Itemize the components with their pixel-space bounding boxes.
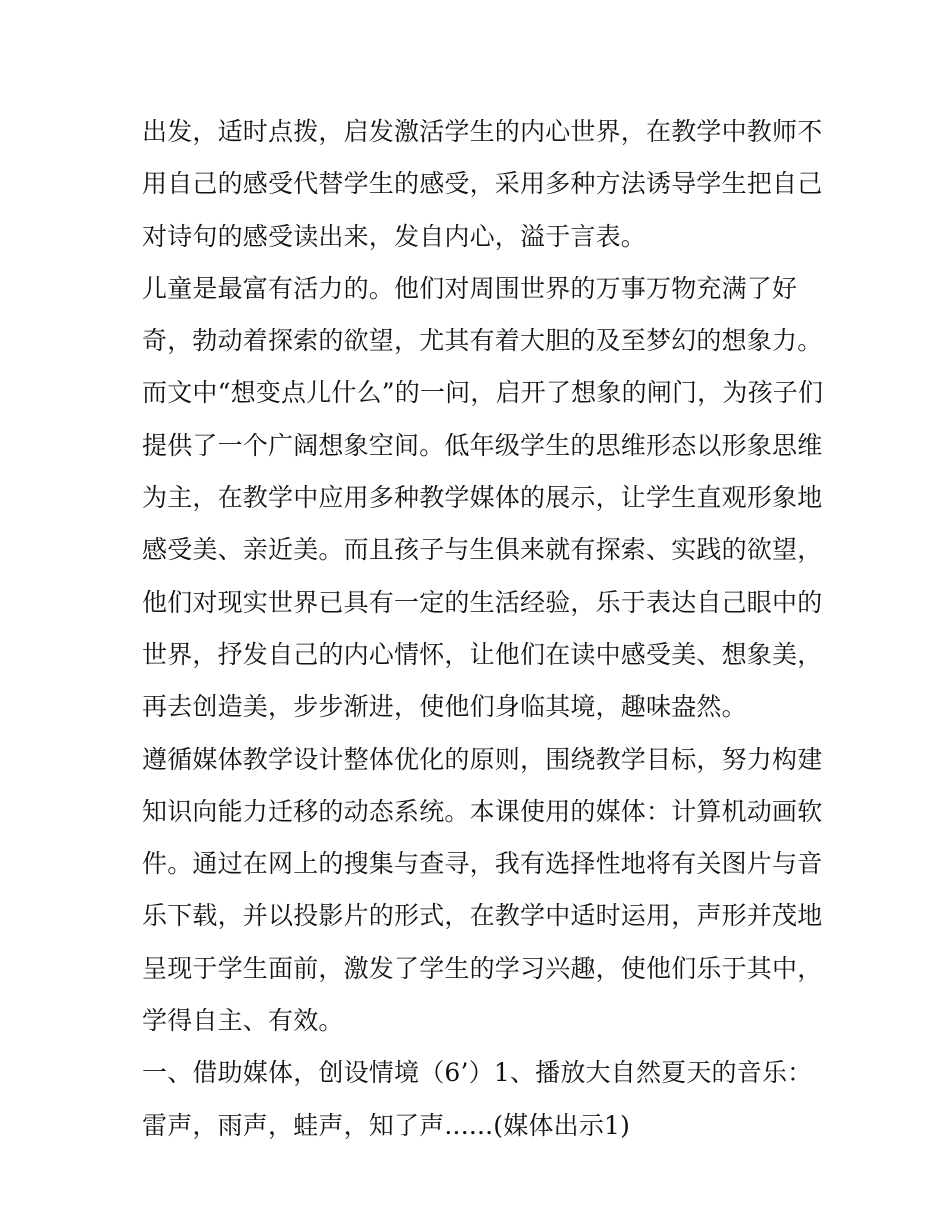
text-line: 遵循媒体教学设计整体优化的原则，围绕教学目标，努力构建: [142, 744, 823, 774]
text-line: 呈现于学生面前，激发了学生的学习兴趣，使他们乐于其中，: [142, 953, 823, 983]
paragraph-teaching-method: [142, 106, 822, 263]
text-line: 再去创造美，步步渐进，使他们身临其境，趣味盎然。: [142, 692, 747, 722]
document-body: [142, 106, 822, 1152]
text-line: 件。通过在网上的搜集与查寻，我有选择性地将有关图片与音: [142, 849, 823, 879]
text-line: 世界，抒发自己的内心情怀，让他们在读中感受美、想象美，: [142, 639, 823, 669]
text-line: 奇，勃动着探索的欲望，尤其有着大胆的及至梦幻的想象力。: [142, 326, 823, 356]
text-line: 儿童是最富有活力的。他们对周围世界的万事万物充满了好: [142, 273, 798, 303]
text-line: 感受美、亲近美。而且孩子与生俱来就有探索、实践的欲望，: [142, 535, 823, 565]
text-line: 雷声，雨声，蛙声，知了声......(媒体出示1): [142, 1110, 631, 1140]
paragraph-teaching-step: [142, 1047, 822, 1152]
text-line: 而文中“想变点儿什么”的一问，启开了想象的闸门，为孩子们: [142, 378, 824, 408]
text-line: 乐下载，并以投影片的形式，在教学中适时运用，声形并茂地: [142, 901, 823, 931]
text-line: 知识向能力迁移的动态系统。本课使用的媒体：计算机动画软: [142, 796, 823, 826]
paragraph-media-design: [142, 734, 822, 1048]
text-line: 一、借助媒体，创设情境（6’）1、播放大自然夏天的音乐：: [142, 1058, 813, 1088]
paragraph-student-analysis: [142, 263, 822, 734]
text-line: 提供了一个广阔想象空间。低年级学生的思维形态以形象思维: [142, 430, 823, 460]
text-line: 出发，适时点拨，启发激活学生的内心世界，在教学中教师不: [142, 117, 823, 146]
text-line: 为主，在教学中应用多种教学媒体的展示，让学生直观形象地: [142, 483, 823, 513]
text-line: 学得自主、有效。: [142, 1006, 344, 1036]
text-line: 用自己的感受代替学生的感受，采用多种方法诱导学生把自己: [142, 169, 823, 199]
text-line: 他们对现实世界已具有一定的生活经验，乐于表达自己眼中的: [142, 587, 823, 617]
text-line: 对诗句的感受读出来，发自内心，溢于言表。: [142, 221, 647, 251]
